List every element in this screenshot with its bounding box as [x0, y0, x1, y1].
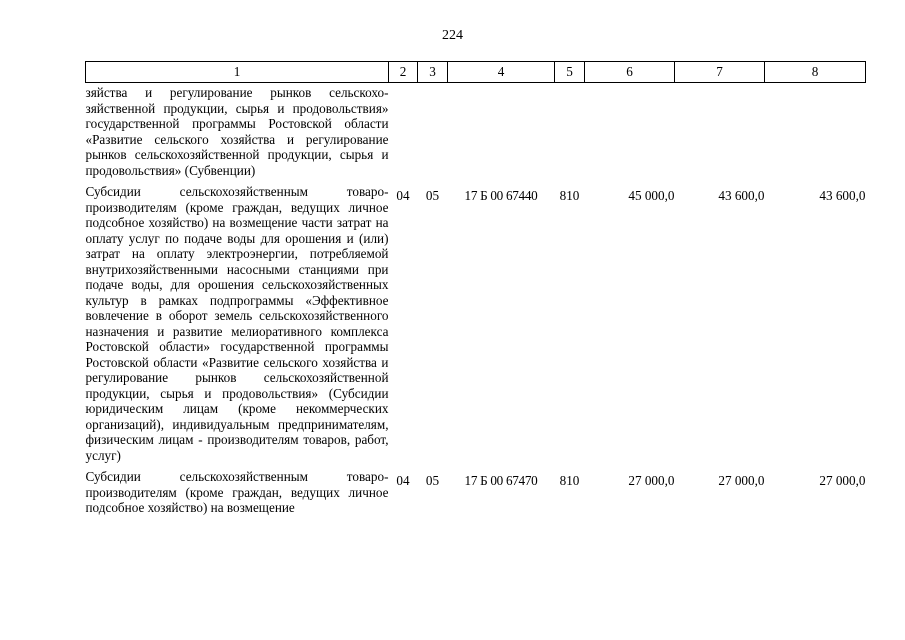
row-target-code: 17 Б 00 67440: [464, 188, 538, 203]
column-number-header: [86, 62, 866, 83]
row-amount-3: 43 600,0: [819, 188, 866, 203]
row-section: [389, 83, 418, 179]
row-amount-2: [675, 83, 765, 179]
row-amount-1: [585, 83, 675, 179]
row-target-code: [448, 83, 555, 179]
row-target-code: 17 Б 00 67470: [464, 473, 538, 488]
row-amount-1: 45 000,0: [628, 188, 675, 203]
column-header-7: 7: [675, 62, 765, 83]
column-header-4: 4: [448, 62, 555, 83]
row-section: 04: [396, 188, 410, 203]
table-row: [86, 83, 866, 179]
column-header-5: 5: [555, 62, 585, 83]
page-number: 224: [442, 28, 463, 43]
row-section: 04: [396, 473, 410, 488]
row-description: Субсидии сельскохозяйственным товаропроизводителям (кроме граждан, ведущих личное подсобное хозяйство) на возмещение части затрат на оплату услуг по подаче воды для орошения и (или) затрат на оплату электроэнергии, потребляемой внутрихозяйственными насосными станциями при подаче воды, для орошения сельскохозяйственных культур в рамках подпрограммы «Эффективное вовлечение в оборот земель сельскохозяйственного назначения и развитие мелиоративного комплекса Ростовской области» государственной программы Ростовской области «Развитие сельского хозяйства и регулирование рынков сельскохозяйственной продукции, сырья и продовольствия» (Субсидии юридическим лицам (кроме некоммерческих организаций), индивидуальным предпринимателям, физическим лицам - производителям товаров, работ, услуг): [85, 184, 389, 463]
column-header-1: 1: [86, 62, 389, 83]
row-description: Субсидии сельскохозяйственным товаропроизводителям (кроме граждан, ведущих личное подсобное хозяйство) на возмещение: [85, 469, 389, 515]
row-subsection: 05: [425, 473, 440, 488]
row-amount-3: 27 000,0: [819, 473, 866, 488]
row-description: зяйства и регулирование рынков сельскохозяйственной продукции, сырья и продовольствия» государственной программы Ростовской области «Развитие сельского хозяйства и регулирование рынков сельскохозяйственной продукции, сырья и продовольствия» (Субвенции): [85, 85, 389, 178]
row-subsection: [418, 83, 448, 179]
column-header-8: 8: [765, 62, 866, 83]
row-expense-type: 810: [559, 188, 580, 203]
row-expense-type: 810: [559, 473, 580, 488]
row-amount-3: [765, 83, 866, 179]
row-subsection: 05: [425, 188, 440, 203]
table-row: [86, 178, 866, 463]
row-amount-2: 27 000,0: [718, 473, 765, 488]
column-header-2: 2: [389, 62, 418, 83]
row-expense-type: [555, 83, 585, 179]
table-row: [86, 463, 866, 516]
row-amount-2: 43 600,0: [718, 188, 765, 203]
budget-table: [85, 61, 866, 516]
column-header-3: 3: [418, 62, 448, 83]
column-header-6: 6: [585, 62, 675, 83]
row-amount-1: 27 000,0: [628, 473, 675, 488]
